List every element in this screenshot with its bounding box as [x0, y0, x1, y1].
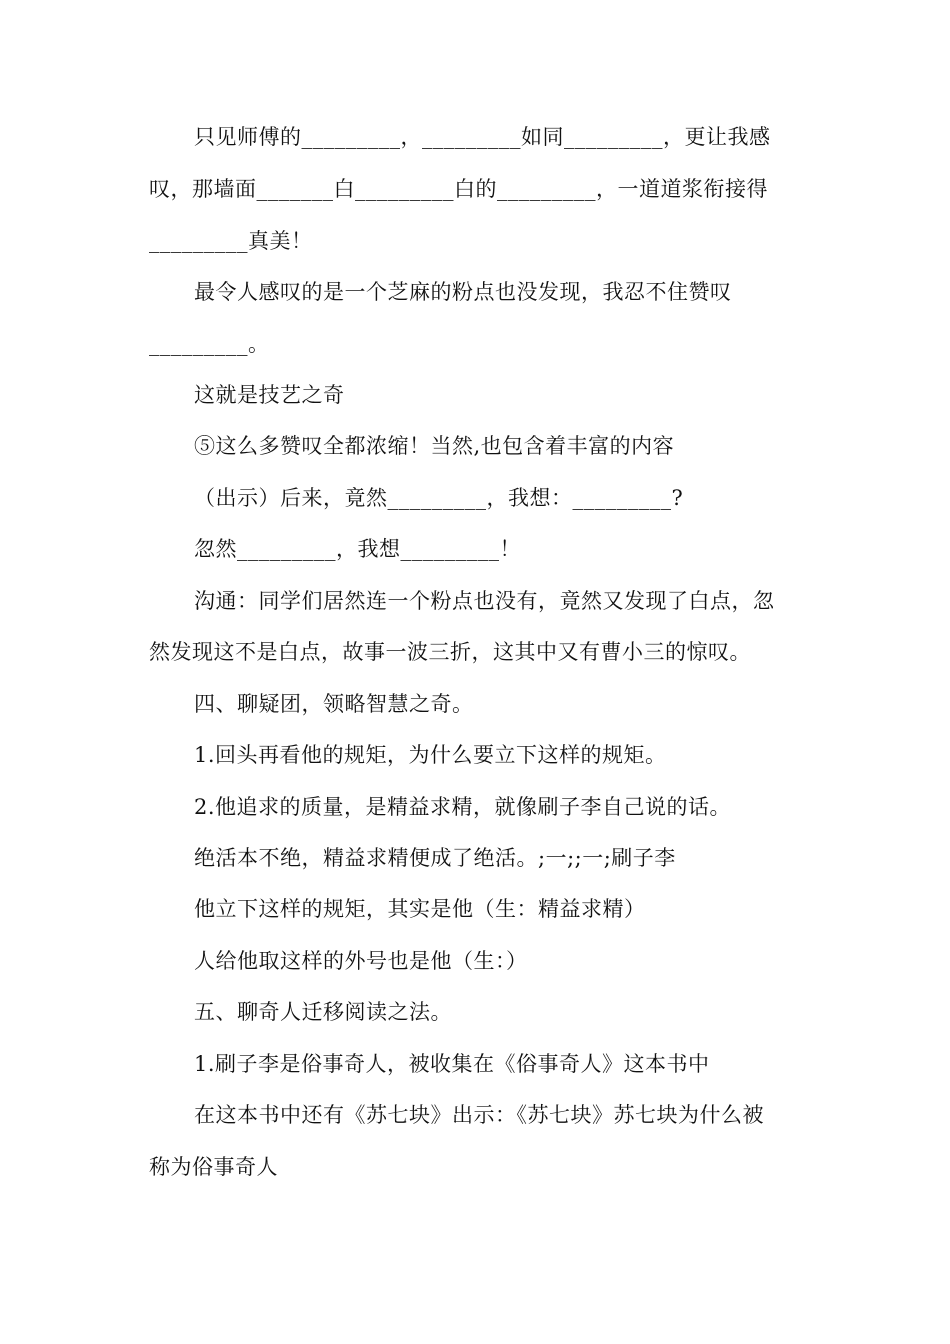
paragraph-line: 他立下这样的规矩，其实是他（生：精益求精） [194, 897, 646, 921]
paragraph-line: 叹，那墙面_______白_________白的_________，一道道浆衔接得 [149, 177, 768, 201]
paragraph-line: 最令人感叹的是一个芝麻的粉点也没发现，我忍不住赞叹 [194, 280, 732, 304]
paragraph-line: 只见师傅的_________，_________如同_________，更让我感 [194, 125, 771, 149]
paragraph-line: 然发现这不是白点，故事一波三折，这其中又有曹小三的惊叹。 [149, 640, 751, 664]
paragraph-line: _________。 [149, 332, 270, 356]
paragraph-line: （出示）后来，竟然_________，我想：_________? [194, 486, 684, 510]
paragraph-line: 在这本书中还有《苏七块》出示：《苏七块》苏七块为什么被 [194, 1103, 764, 1127]
section-heading: 四、聊疑团，领略智慧之奇。 [194, 692, 474, 716]
paragraph-line: _________真美！ [149, 229, 313, 253]
paragraph-line: 绝活本不绝，精益求精便成了绝活。;一;;一;刷子李 [194, 846, 676, 870]
paragraph-line: 忽然_________，我想_________！ [194, 537, 521, 561]
paragraph-line: 称为俗事奇人 [149, 1155, 278, 1179]
paragraph-line: 这就是技艺之奇 [194, 383, 345, 407]
paragraph-line: 1.回头再看他的规矩，为什么要立下这样的规矩。 [194, 743, 667, 767]
paragraph-line: 1.刷子李是俗事奇人，被收集在《俗事奇人》这本书中 [194, 1052, 710, 1076]
paragraph-line: 沟通：同学们居然连一个粉点也没有，竟然又发现了白点，忽 [194, 589, 775, 613]
paragraph-line: ⑤这么多赞叹全都浓缩！当然,也包含着丰富的内容 [194, 434, 675, 458]
section-heading: 五、聊奇人迁移阅读之法。 [194, 1000, 452, 1024]
paragraph-line: 2.他追求的质量，是精益求精，就像刷子李自己说的话。 [194, 795, 732, 819]
paragraph-line: 人给他取这样的外号也是他（生：） [194, 949, 528, 973]
